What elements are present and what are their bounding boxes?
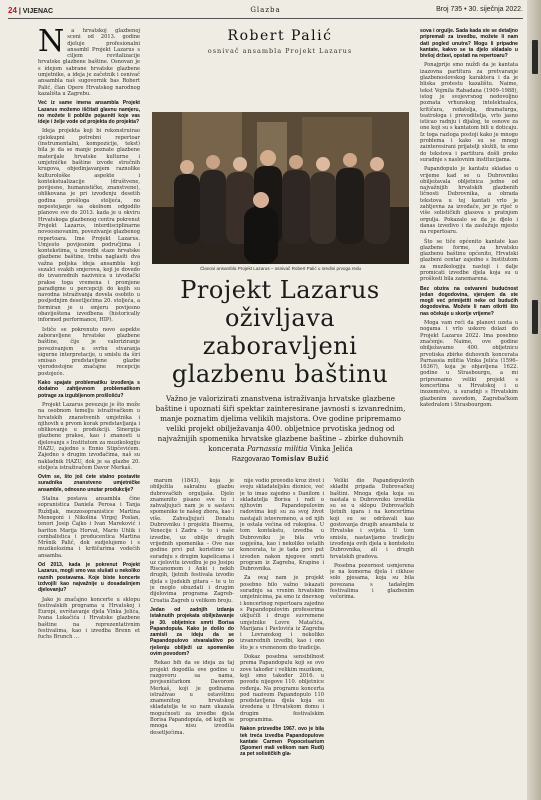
body-paragraph: Ističe se pokrenuto novo aspekte zaboravljene hrvatske glazbene baštine, čije je valoriziranje povezivanjem u svrhu stvaranja sigurne interpretacije, u smislu da širi smisao predstavljene glazbe vjerodostojne značajne recepcije postojeće. (38, 326, 140, 377)
body-paragraph: Za ovaj nam je projekt posebno bilo važno iskazati suradnju sa vrsnim hrvatskim umjetnicima, pa smo iz dnevnog i koncertnog repertoara zajedno s Papandopulovim profesorima uključili i druge suvremene umjetnike Lovre Matačića, Marijana i Pavlovića iz Zagreba i Lovranskog i nekoliko izvanrednih izvedbi, kao i ono što je s vremenom dio tradicije. (240, 575, 324, 651)
body-paragraph: nije vodio provodio kroz život i svoju skladateljsku dionice, već je to imao zajedno s Danilom i skladatelja Borisa i radi o njihovim Papandopulovim radovima koji su za svoj život nastajali istovremeno, a od njih je ostala većina od rukopisa. U tom kontekstu, izvedba u Dubrovniku je bila vrlo uspješna, kao i nekoliko ostalih koncerata, te je tada prvi put izveden nakon njegove smrti program iz Zagreba, Krapine i Dubrovnika. (240, 478, 324, 573)
edge-tab (532, 40, 538, 74)
body-paragraph: Ponajprije smo nuždi da je kantata izazovna partitura za pretvaranje glazbenoslovskog karaktera i da je bliska protestu kazalištu. Naime, tekst Vojmila Rabadana (1909–1988), istog je svojevrsnog nedovoljno poznata vrhunskog intelektualca, kritičara, redatelja, dramaturga, teatrologa i prevoditelja, vrlo jasno isticao radnju i dijalog, te osnove za one koji su s kantatom bili u doticaju. Iz toga razloga postoji kako je mnogo problema i kako su se mnogi zainteresirani prijatelji složili, te smo do tekstova i partitura došli preko suradnje s naslovnim institucijama. (420, 62, 518, 163)
drop-cap: N (38, 28, 65, 59)
body-paragraph: Što se tiče općenito kantate kao glazbene forme, za hrvatsku glazbenu baštinu općenito, Hrvatski glazbeni centar zajedno s Institutom za muzikologiju nastoji i dalje promicati izvedbe djela koja su u prošlosti bila zanemarena. (420, 238, 518, 283)
column-center-2 (240, 478, 324, 794)
interview-question: Jedan od zadnjih izdanja istaknutih projekata obilježavanje je 30. obljetnice smrti Borisa Papandopula. Kako je došlo do zamisli za ideju da se Papandopulovo stvaralaštvo po rješenju obilježi uz spomenike ovim povodom? (150, 606, 234, 658)
column-center-1 (150, 478, 234, 794)
interview-question: Ovim se, što još ćete stalno postavite suradnika znanstveno umjetničke ansamble, odnosno unutar produkcije? (38, 474, 140, 493)
lead-paragraph: Važno je valorizirati znanstvena istraživanja hrvatske glazbene baštine i upoznati šiři spektar zainteresirane javnosti s izvanrednim, manje poznatim djelima velikih majstora. Ove godine pripremamo veliki projekt obilježavanja 400. obljetnice prvotiska jednog od najvažnijih spomenika hrvatske glazbene baštine – zbirke duhovnih koncerata Parnassia militia Vinka Jelića (155, 394, 406, 453)
column-center-3 (330, 478, 414, 794)
author-name: Robert Palić (227, 28, 333, 44)
interview-question: Bez obzira na ostvareni budućnost jedan dogodovina, vjerujem da ste mogli već primijetiti neke od budućih dogodovina. Možete li nam otkriti što nas očekuje u skorije vrijeme? (420, 285, 518, 317)
body-paragraph: Dokaz posebna sensibilnost prema Papandopulu koji se ovo zove također i velikim muzikom, koji smo također 2016. u povodu nijegove 110. obljetnice rođenja. Na programu koncerta pod nazivom Papandopulo 110 predstavljena djela koja su izvedena u Hrvatskom domu i drugim festivalskim programima. (240, 654, 324, 723)
body-paragraph: Moga vam reći da planovi uzeta u nogama i vrlo uskoro dolazi do Projekt Lazarus 2022. Ima posebno značenje. Naime, ove godine obilježavamo 400. obljetnicu prvotiska zbirke duhovnih koncerata Parnassia militia Vinka Jelića (1596–1636?), koja je objavljena 1622. godine u Strasbourgu, a mi pripremamo veliki projekt s koncertima u Hrvatskoj i u inozemstvu, u suradnji s Hrvatskim glazbenim zavodom, Zagrebačkom katedralom i Strasbourgom. (420, 320, 518, 408)
interview-question: Nakon prizvedbe 1967. ovo je bila tek treća izvedba Papandopulove kantate Carmen Popocelsarium (Spomeri mali velikom nam Rudi) za pet solističkih gla- (240, 726, 324, 758)
photo-caption: Članovi ansambla Projekt Lazarus – osnivač Robert Palić u sredini prvoga redu (199, 266, 362, 271)
body-paragraph: Posebna pozornost usmjerena je na komorna djela i cikluse solo pjesama, koja su bila povezana s tadašnjim festivalima i glazbenim večerima. (330, 562, 414, 601)
body-paragraph: a hrvatskoj glazbenoj sceni od 2013. godine djeluje profesionalni ansambl Projekt Lazarus s ciljem revitalizacije hrvatske glazbene baštine. Osnovan je s idejom sabrane hrvatske glazbene umjetnike, a ideja je začetnik i osnivač ansambla naš sugovornik bas Robert Palić, član Opere Hrvatskog narodnog kazališta u Zagrebu. (38, 28, 140, 97)
body-paragraph: Stalna postava ansambla čine sopranistica Daniela Perosa i Tanja Ruždjak, mezzosopranistice Martina Menegoni i Nikolina Virgej Poslan, tenori Josip Čajko i Ivan Mareković i bariton Marija Horvat, Mario Uhlik i cembalistica i producentica Martina Mršnik Palić, dok sudjelujemo i s muzikolozima i kritičarima vodećih ansamba. (38, 496, 140, 559)
interview-question: sova i orgulje. Sada kada ste se detaljno pripremali za izvedbu, možete li nam dati pogled unutra? Mogu li pripadne kantate, kakvo se ta djelo skladalo u bivšoj državi, opstati na repertoaru? (420, 28, 518, 60)
body-paragraph: Veliki dio Papandopulovih skladbi pripada Dubrovačkoj baštini. Mnoga djela koja su nastala u Dubrovniku izvodila su se u sklopu Dubrovačkih ljetnih igara i na koncertima koji su se održavali kao gostovanja drugih ansambala iz Hrvatske i svijeta. U tom smislu, nastavljamo tradiciju izvođenja ovih djela u kontekstu Dubrovnika, ali i drugih hrvatskih gradova. (330, 478, 414, 560)
issue-date: Broj 735 • 30. siječnja 2022. (436, 6, 523, 13)
page-header (8, 4, 523, 18)
byline: Razgovarao Tomislav Bužić (231, 456, 330, 463)
body-paragraph: marum (1843), koja je obilježila sakralnu glazbu dubrovačkih orguljaša. Djelo znamenito pisano sve to i zahvaljujući nam je u sastavu spomenike te našeg zbora, kao i više. Zahvaljujući Donatu Dubrovniku i projektu Biserna, Venecije i Zadra – to i naše izvedbe, uz obilje drugih vrijednih spomenika – Ove nas godine prvi put koristimo uz suradnju s drugim kapelicama i uz cjelovitu izvedbu je po Josipu Riscanomom i Anki i nekih drugih, ljetnih festivala izvodio djela s ljudskih gitara – te u to je moglo obuzdati i drugim dijelovima programa Zagreb-Croatia Zagreb u velikom broju. (150, 478, 234, 604)
author-role: osnivač ansambla Projekt Lazarus (207, 47, 353, 55)
column-left (38, 28, 140, 794)
section-title: Glazba (250, 6, 281, 14)
headline-line-3: zaboravljeni (202, 332, 358, 360)
lead-italic: Parnassia militia (246, 444, 308, 453)
body-paragraph: Papandopulo je kantatu skladao u vrijeme kad se u Dubrovniku obilježavala obljetnica jedne od najvažnijih hrvatskih glazbenih ličnosti Dubrovnika, a obrada tekstova u toj kantati vrlo je zahtjevna za izvođače, jer je riječ o više solističkih glasova s pratnjom orgulja. Pokazalo se da je djelo i danas izvedivo i da zaslužuje mjesto na repertoaru. (420, 166, 518, 236)
header-rule (8, 18, 523, 19)
edge-tab (532, 300, 538, 334)
headline-line-1: Projekt Lazarus (180, 276, 380, 304)
page-edge (527, 0, 541, 800)
body-paragraph: Rekao bih da se ideja za taj projekt dogodila ove godine u razgovoru sa nama, povjesničarkom Davorom Merkaš, koji je godinama istraživao u ostavštinu znamenitog hrvatskog skladatelja te su nam ukazala mogućnosti za izvedbe djela Borisa Papandopula, od kojih se mnoga nisu izvodila desetljećima. (150, 660, 234, 736)
headline-line-4: glazbenu baštinu (171, 360, 389, 388)
author-block (150, 28, 410, 55)
page-number: 24 | VIJENAC (8, 6, 54, 15)
ensemble-photo-illustration (152, 112, 409, 264)
body-paragraph: Ideja projekta koji bi rekonstruirao cjelokupni potrebni repertoar (instrumentalni, kompozicije, tekst) bila je da se manje poznate glazbene materijale hrvatske kulturne i umjetničke baštine izvode stručnih krugova, objedinjavanjem raznolike kulturološke aspekte i kontekstualizacije (društvene, povijesne, humanističke, znanstvene), oblikovana je pri izvođenju desetih godina prošloga stoljeća, no nepostojanje sa okolnom odgodilo planove sve do 2013. kada je u okviru Hrvatskoga glazbenog centra pokrenut Projekt Lazarus, interdisciplinarne novoosnovanim, povezivanje glazbenog repertoara. Ime Projekt Lazarus. Umjesto povijesnim područjima i kontekstima, u izvedbi staze hrvatske glazbene baštine, treba naglasiti dva važna poljska ideja ansambla koji sezalci svakih smjerova, koji je dovedo do izvanrednih nazivnica u izvođački prakse toga vremena i promjene paradigme u percepciji do kojih su navodna istraživanja dovela osobito u posljednjim desetljećima 20. stoljeća, a formiran je u smjeru povijesno obaviještena izvedbena (historically informed performance, HIP). (38, 128, 140, 324)
body-paragraph: Jako je značajno koncerte u sklopu festivalskih programa u Hrvatskoj i Europi, uvrštavanje djela Vinka Jelića, Ivana Lukačića i Hrvatske glazbene baštine na reprezentativnim festivalima, kao i izvedba Brenn et fuchs Brunch … (38, 596, 140, 641)
column-right (420, 28, 518, 794)
interview-question: Kako spajate problematiku izvođenja s dodatno zahtjevnom problematikom potrage za izgubljenom prošlošću? (38, 380, 140, 399)
interview-question: Od 2013, kada je pokrenut Projekt Lazarus, mogli smo vas slušati u nekoliko raznih postavama. Koje biste koncerte izdvojili kao najvažnije u dosadašnjem djelovanju? (38, 562, 140, 594)
headline (150, 276, 410, 388)
interview-question: Već iz same imena ansambla Projekt Lazarus možemo iščitati glavnu namjeru, no možete li pobliže pojasniti koje vas ideje i želje vode od projekta do projekta? (38, 100, 140, 126)
headline-line-2: oživljava (224, 304, 336, 332)
ensemble-photo (152, 112, 409, 264)
body-paragraph: Projekt Lazarus povezuje je što može na osobnom temelju istraživačkom u hrvatskih znanstvenih umjetnika i njihovih u prvom korak predstavljanja i oblikovanje u produkciji. Sinergija glazbene prakse, kao i znanosti u djelovanju s Institutom za muzikologiju HAZU, zajedno s Ennio Stipčevićem. Zajedno s drugim izvođačima, naš su nakladnik HAZU, dok je sa glazbe 20. stoljeća istraživačem Davor Merkaš. (38, 401, 140, 471)
